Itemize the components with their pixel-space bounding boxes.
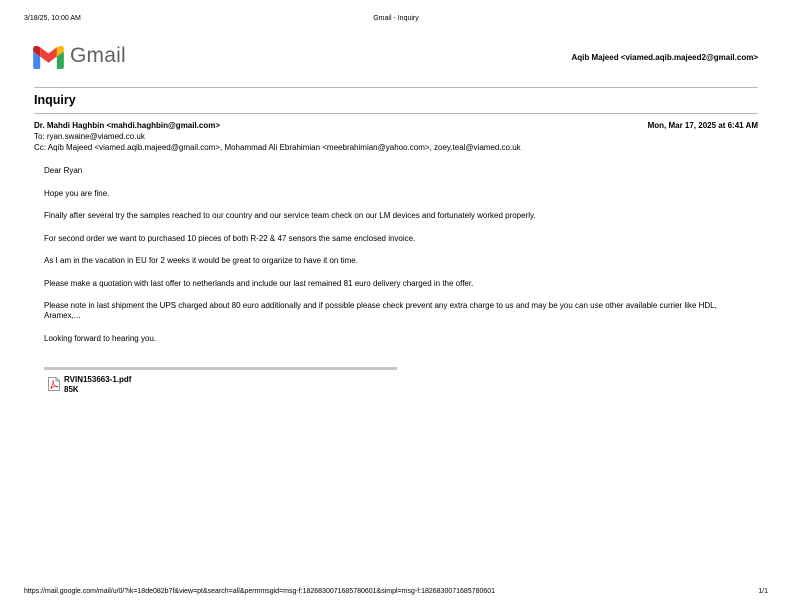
body-paragraph: For second order we want to purchased 10 pieces of both R-22 & 47 sensors the same enclosed invoice. <box>44 233 416 243</box>
attachment-size: 85K <box>64 385 79 394</box>
body-paragraph: Hope you are fine. <box>44 188 110 198</box>
attachment-filename[interactable]: RVIN153663-1.pdf <box>64 375 132 384</box>
sender: Dr. Mahdi Haghbin <mahdi.haghbin@gmail.com> <box>34 121 221 130</box>
print-footer <box>24 588 768 598</box>
subject-divider <box>34 113 758 114</box>
message-body <box>44 166 734 356</box>
print-header <box>24 15 768 25</box>
body-paragraph: Finally after several try the samples reached to our country and our service team check on our LM devices and fortunately worked properly. <box>44 211 536 220</box>
message-date: Mon, Mar 17, 2025 at 6:41 AM <box>647 121 758 130</box>
page-number: 1/1 <box>758 588 768 595</box>
attachment[interactable] <box>48 375 131 395</box>
account-address: Aqib Majeed <viamed.aqib.majeed2@gmail.com> <box>571 53 758 62</box>
attachment-divider <box>44 367 397 370</box>
gmail-logo-icon <box>33 46 64 69</box>
body-paragraph: Please make a quotation with last offer to netherlands and include our last remained 81 euro delivery charged in the offer. <box>44 278 474 288</box>
body-paragraph: As I am in the vacation in EU for 2 weeks it would be great to organize to have it on time. <box>44 256 358 265</box>
print-page-title: Gmail - Inquiry <box>373 15 419 22</box>
gmail-brand <box>33 45 126 69</box>
body-paragraph: Please note in last shipment the UPS charged about 80 euro additionally and if possible please check prevent any extra charge to us and may be you can use other available currier like HDL, Aramex,... <box>44 301 717 320</box>
gmail-wordmark: Gmail <box>70 44 126 67</box>
recipients-to: To: ryan.swaine@viamed.co.uk <box>34 132 145 141</box>
body-paragraph: Dear Ryan <box>44 166 83 175</box>
page-url: https://mail.google.com/mail/u/0/?ik=18de082b7f&view=pt&search=all&permmsgid=msg-f:1826830071685780601&simpl=msg-f:1826830071685780601 <box>24 588 496 595</box>
pdf-file-icon <box>48 377 60 391</box>
header-divider <box>34 87 758 88</box>
print-timestamp: 3/18/25, 10:00 AM <box>24 15 81 22</box>
recipients-cc: Cc: Aqib Majeed <viamed.aqib.majeed@gmail.com>, Mohammad Ali Ebrahimian <meebrahimian@yahoo.com>, zoey.teal@viamed.co.uk <box>34 143 521 152</box>
message-subject: Inquiry <box>34 93 76 107</box>
body-paragraph: Looking forward to hearing you. <box>44 333 157 343</box>
